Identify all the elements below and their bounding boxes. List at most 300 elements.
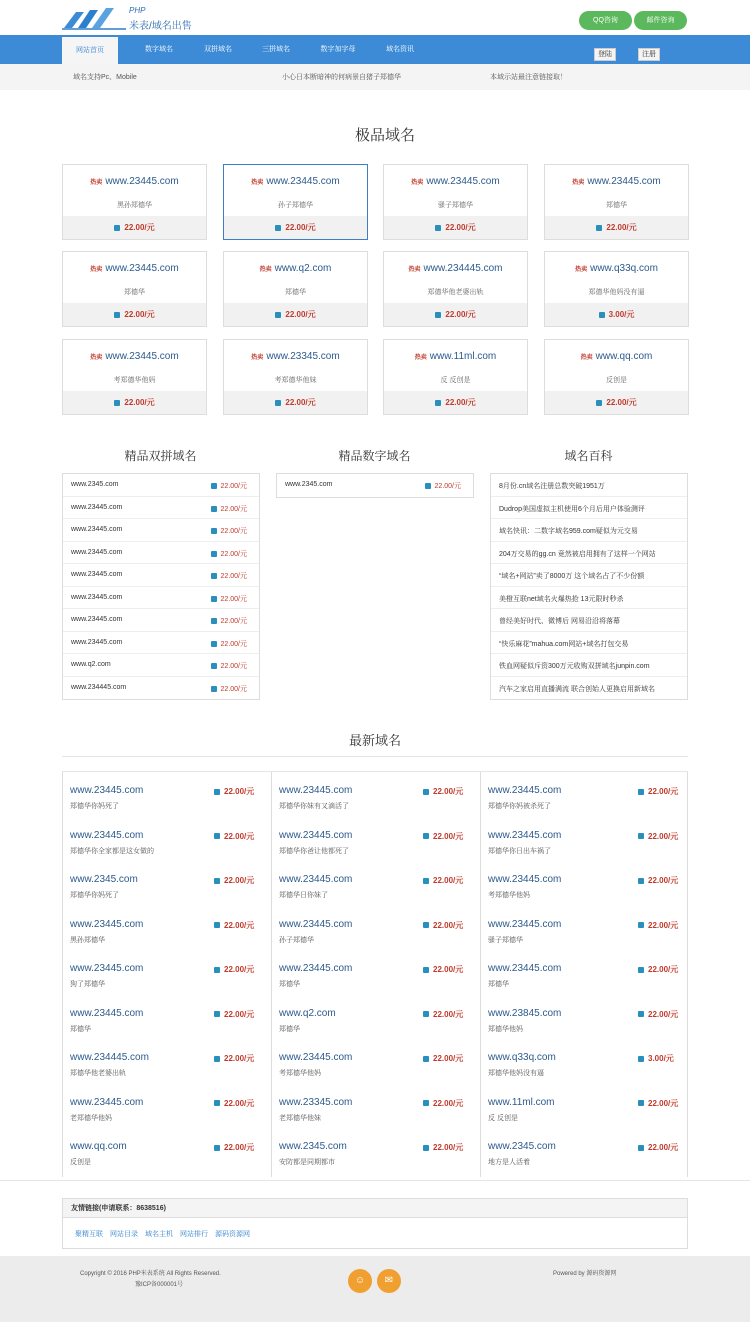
list-price bbox=[211, 684, 247, 694]
latest-domain[interactable]: www.23445.com bbox=[279, 829, 353, 841]
price-text: 22.00/元 bbox=[224, 965, 255, 974]
list-item[interactable] bbox=[491, 632, 687, 655]
price-text: 22.00/元 bbox=[648, 831, 679, 841]
latest-domain[interactable]: www.23445.com bbox=[279, 874, 353, 885]
friend-link[interactable]: 网站目录 bbox=[110, 1231, 138, 1238]
card-price bbox=[224, 303, 367, 326]
shuangpin-list bbox=[62, 473, 260, 700]
domain-text: www.qq.com bbox=[595, 351, 653, 362]
latest-domain[interactable]: www.23345.com bbox=[279, 1096, 353, 1108]
price-tag-icon bbox=[214, 878, 220, 884]
list-domain[interactable]: www.23445.com bbox=[71, 593, 123, 601]
latest-domain[interactable]: www.23445.com bbox=[488, 963, 562, 974]
latest-price bbox=[214, 831, 254, 842]
price-text: 22.00/元 bbox=[285, 398, 316, 407]
price-text: 22.00/元 bbox=[648, 787, 679, 796]
shuzi-list bbox=[276, 473, 474, 498]
divider bbox=[62, 756, 688, 757]
qq-icon[interactable]: ☺ bbox=[348, 1269, 372, 1293]
premium-domain-card[interactable] bbox=[383, 339, 528, 415]
latest-desc: 郑德华你妈死了 bbox=[70, 803, 119, 810]
card-price bbox=[63, 303, 206, 326]
premium-domain-card[interactable] bbox=[383, 164, 528, 240]
price-text: 3.00/元 bbox=[608, 310, 635, 319]
price-tag-icon bbox=[211, 596, 217, 602]
friend-link[interactable]: 源码资源网 bbox=[215, 1231, 250, 1238]
list-item[interactable] bbox=[63, 654, 259, 677]
list-item[interactable] bbox=[63, 677, 259, 700]
price-text: 22.00/元 bbox=[445, 310, 476, 319]
price-text: 22.00/元 bbox=[220, 528, 247, 535]
friend-link[interactable]: 网站排行 bbox=[180, 1231, 208, 1238]
price-tag-icon bbox=[214, 833, 220, 839]
list-item[interactable] bbox=[277, 474, 473, 497]
latest-domain[interactable]: www.11ml.com bbox=[488, 1096, 555, 1108]
price-tag-icon bbox=[423, 1056, 429, 1062]
card-domain[interactable] bbox=[224, 176, 367, 187]
news-title[interactable]: “快乐麻花”mahua.com网站+域名打包交易 bbox=[499, 640, 629, 648]
premium-domain-card[interactable] bbox=[544, 339, 689, 415]
latest-price bbox=[638, 1098, 678, 1109]
price-text: 22.00/元 bbox=[433, 1098, 464, 1108]
register-button[interactable]: 注册 bbox=[638, 48, 660, 61]
price-tag-icon bbox=[423, 789, 429, 795]
price-tag-icon bbox=[211, 573, 217, 579]
latest-desc: 郑德华你全家都是这女做的 bbox=[70, 847, 154, 855]
price-tag-icon bbox=[638, 878, 644, 884]
card-price bbox=[384, 303, 527, 326]
list-price bbox=[211, 526, 247, 536]
latest-desc: 郑德华你爸让他都死了 bbox=[279, 847, 349, 855]
premium-domain-card[interactable] bbox=[544, 251, 689, 327]
latest-domain[interactable]: www.23445.com bbox=[70, 829, 144, 841]
latest-price bbox=[638, 875, 678, 886]
domain-text: www.23445.com bbox=[426, 176, 500, 187]
price-text: 22.00/元 bbox=[220, 618, 247, 625]
price-text: 22.00/元 bbox=[224, 831, 255, 841]
hot-badge: 热卖 bbox=[259, 267, 272, 273]
premium-domain-card[interactable] bbox=[62, 339, 207, 415]
friend-links-header: 友情链接(申请联系：8638516) bbox=[63, 1199, 687, 1218]
latest-desc: 郑德华你妹有又滴活了 bbox=[279, 803, 349, 810]
friend-link[interactable]: 聚精互联 bbox=[75, 1231, 103, 1238]
price-tag-icon bbox=[211, 506, 217, 512]
email-consult-label: 邮件咨询 bbox=[646, 17, 675, 24]
premium-title: 极品域名 bbox=[354, 127, 415, 144]
latest-domain[interactable]: www.23445.com bbox=[279, 1052, 353, 1063]
price-text: 22.00/元 bbox=[220, 573, 247, 580]
price-text: 22.00/元 bbox=[285, 223, 316, 232]
latest-domain[interactable]: www.q33q.com bbox=[488, 1052, 556, 1063]
list-item[interactable] bbox=[491, 497, 687, 520]
list-domain[interactable]: www.23445.com bbox=[71, 616, 123, 623]
latest-desc: 狗了郑德华 bbox=[70, 981, 105, 988]
latest-domain[interactable]: www.2345.com bbox=[488, 1141, 556, 1152]
divider bbox=[0, 1180, 750, 1181]
price-tag-icon bbox=[211, 686, 217, 692]
premium-domain-card[interactable] bbox=[62, 164, 207, 240]
latest-desc: 孙子郑德华 bbox=[279, 936, 314, 944]
latest-domain[interactable]: www.23445.com bbox=[70, 918, 144, 930]
latest-domain[interactable]: www.23445.com bbox=[488, 785, 562, 796]
card-domain[interactable] bbox=[545, 263, 688, 274]
price-text: 22.00/元 bbox=[648, 876, 679, 885]
hot-badge: 热卖 bbox=[414, 355, 427, 361]
price-tag-icon bbox=[114, 312, 120, 318]
hot-badge: 热卖 bbox=[90, 267, 103, 273]
news-title[interactable]: 域名快讯：二数字域名959.com疑似为元交易 bbox=[499, 528, 638, 535]
logo-slogan: 米表/域名出售 bbox=[129, 21, 192, 32]
price-text: 22.00/元 bbox=[445, 398, 476, 407]
list-item[interactable] bbox=[491, 474, 687, 497]
domain-text: www.23445.com bbox=[105, 351, 179, 362]
price-tag-icon bbox=[214, 1011, 220, 1017]
baike-title: 域名百科 bbox=[564, 449, 613, 463]
card-price bbox=[545, 303, 688, 326]
card-price bbox=[224, 216, 367, 239]
list-item[interactable] bbox=[63, 542, 259, 565]
latest-domain[interactable]: www.23445.com bbox=[70, 963, 144, 974]
latest-desc: 地方是人活着 bbox=[488, 1159, 530, 1166]
price-text: 22.00/元 bbox=[224, 1098, 255, 1108]
latest-domain[interactable]: www.23445.com bbox=[488, 874, 562, 885]
list-item[interactable] bbox=[63, 609, 259, 632]
list-item[interactable] bbox=[63, 497, 259, 520]
latest-domain[interactable]: www.23445.com bbox=[279, 785, 353, 796]
latest-title: 最新域名 bbox=[348, 733, 401, 748]
list-domain[interactable]: www.23445.com bbox=[71, 638, 123, 646]
card-domain[interactable] bbox=[224, 351, 367, 362]
price-tag-icon bbox=[638, 1100, 644, 1106]
latest-desc: 郑德华他妈 bbox=[488, 1025, 523, 1033]
premium-domain-card[interactable] bbox=[383, 251, 528, 327]
price-text: 22.00/元 bbox=[224, 1143, 255, 1152]
price-text: 22.00/元 bbox=[433, 1143, 464, 1152]
price-text: 22.00/元 bbox=[220, 663, 247, 670]
domain-text: www.q2.com bbox=[274, 263, 332, 274]
price-tag-icon bbox=[596, 400, 602, 406]
latest-domain[interactable]: www.23445.com bbox=[488, 829, 562, 841]
latest-price bbox=[423, 1142, 463, 1153]
qq-consult-label: QQ咨询 bbox=[593, 17, 618, 24]
price-tag-icon bbox=[211, 618, 217, 624]
news-title[interactable]: 汽车之家启用直播满流 联合创始人更换启用新域名 bbox=[499, 685, 655, 693]
domain-text: www.11ml.com bbox=[429, 351, 497, 362]
price-text: 22.00/元 bbox=[224, 787, 255, 796]
price-tag-icon bbox=[638, 922, 644, 928]
latest-desc: 老郑德华他妹 bbox=[279, 1114, 321, 1122]
price-text: 22.00/元 bbox=[648, 1009, 679, 1019]
friend-link[interactable]: 域名主机 bbox=[145, 1231, 173, 1238]
price-tag-icon bbox=[211, 663, 217, 669]
latest-domain[interactable]: www.234445.com bbox=[70, 1052, 149, 1063]
domain-text: www.23445.com bbox=[105, 176, 179, 187]
latest-price bbox=[423, 875, 463, 886]
price-tag-icon bbox=[423, 967, 429, 973]
latest-domain[interactable]: www.qq.com bbox=[70, 1141, 127, 1152]
price-text: 22.00/元 bbox=[220, 483, 247, 490]
powered-by: Powered by 源码资源网 bbox=[553, 1271, 617, 1277]
latest-desc: 郑德华 bbox=[488, 981, 509, 988]
latest-price bbox=[423, 786, 463, 797]
latest-domain[interactable]: www.q2.com bbox=[279, 1007, 336, 1019]
price-tag-icon bbox=[214, 1056, 220, 1062]
latest-price bbox=[423, 1098, 463, 1109]
news-title[interactable]: Dudrop美国虚拟主机使用6个月后用户体验测评 bbox=[499, 505, 645, 513]
list-domain[interactable]: www.2345.com bbox=[71, 481, 119, 488]
nav-digit-letter[interactable]: 数字加字母 bbox=[320, 46, 356, 53]
list-item[interactable] bbox=[63, 564, 259, 587]
copyright: Copyright © 2016 PHP米表系统 All Rights Reserved. bbox=[80, 1271, 221, 1277]
price-tag-icon bbox=[599, 312, 605, 318]
card-domain[interactable] bbox=[63, 263, 206, 274]
domain-text: www.23445.com bbox=[587, 176, 661, 187]
baike-list bbox=[490, 473, 688, 700]
list-domain[interactable]: www.23445.com bbox=[71, 526, 123, 533]
latest-desc: 反 反创是 bbox=[488, 1114, 518, 1122]
latest-desc: 考郑德华他妈 bbox=[279, 1070, 321, 1077]
latest-desc: 郑德华 bbox=[279, 981, 300, 988]
latest-price bbox=[423, 964, 463, 975]
premium-domain-card[interactable] bbox=[544, 164, 689, 240]
latest-price bbox=[214, 964, 254, 975]
latest-desc: 考郑德华他妈 bbox=[488, 892, 530, 899]
nav-news[interactable]: 域名资讯 bbox=[386, 46, 414, 53]
news-title[interactable]: 美橙互联net域名火爆热抢 13元限时秒杀 bbox=[499, 595, 624, 603]
latest-domain[interactable]: www.23445.com bbox=[279, 918, 353, 930]
hot-badge: 热卖 bbox=[408, 267, 421, 273]
price-tag-icon bbox=[638, 833, 644, 839]
card-price bbox=[545, 216, 688, 239]
price-tag-icon bbox=[211, 551, 217, 557]
list-item[interactable] bbox=[491, 654, 687, 677]
qq-consult-button[interactable] bbox=[579, 11, 632, 30]
news-title[interactable]: 204万交易的gg.cn 竟然被启用拥有了这样一个网站 bbox=[499, 550, 656, 558]
price-text: 22.00/元 bbox=[124, 398, 155, 407]
list-domain[interactable]: www.23445.com bbox=[71, 571, 123, 578]
list-domain[interactable]: www.q2.com bbox=[71, 661, 111, 668]
list-domain[interactable]: www.23445.com bbox=[71, 548, 123, 556]
list-item[interactable] bbox=[63, 474, 259, 497]
price-text: 22.00/元 bbox=[220, 550, 247, 558]
latest-desc: 反创是 bbox=[70, 1159, 91, 1166]
hot-badge: 热卖 bbox=[90, 180, 103, 186]
price-text: 22.00/元 bbox=[606, 223, 637, 232]
latest-price bbox=[214, 1142, 254, 1153]
latest-domain[interactable]: www.23445.com bbox=[488, 918, 562, 930]
price-text: 22.00/元 bbox=[433, 831, 464, 841]
list-price bbox=[211, 504, 247, 514]
price-text: 22.00/元 bbox=[433, 1009, 464, 1019]
list-domain[interactable]: www.2345.com bbox=[285, 481, 333, 488]
shuangpin-title: 精品双拼域名 bbox=[124, 449, 197, 463]
price-tag-icon bbox=[638, 967, 644, 973]
news-title[interactable]: “域名+网站”卖了8000万 这个域名占了不少份额 bbox=[499, 573, 645, 580]
price-tag-icon bbox=[211, 528, 217, 534]
price-tag-icon bbox=[423, 1145, 429, 1151]
email-consult-button[interactable] bbox=[634, 11, 687, 30]
list-price bbox=[211, 639, 247, 649]
price-text: 22.00/元 bbox=[224, 920, 255, 930]
premium-domain-card[interactable] bbox=[223, 339, 368, 415]
price-tag-icon bbox=[596, 225, 602, 231]
list-item[interactable] bbox=[63, 587, 259, 610]
card-price bbox=[384, 391, 527, 414]
card-desc: 郑德华 bbox=[285, 289, 306, 296]
news-title[interactable]: 曾经美好时代、微博后 网易沿沿将落幕 bbox=[499, 618, 620, 625]
list-price bbox=[211, 661, 247, 671]
list-item[interactable] bbox=[63, 519, 259, 542]
list-domain[interactable]: www.23445.com bbox=[71, 503, 123, 511]
card-price bbox=[63, 391, 206, 414]
login-button[interactable]: 登陆 bbox=[594, 48, 616, 61]
card-desc: 骚子郑德华 bbox=[438, 202, 473, 209]
main-nav bbox=[0, 35, 750, 64]
card-price bbox=[224, 391, 367, 414]
price-tag-icon bbox=[423, 833, 429, 839]
price-tag-icon bbox=[275, 400, 281, 406]
hot-badge: 热卖 bbox=[575, 267, 588, 273]
latest-price bbox=[214, 1053, 254, 1064]
domain-text: www.234445.com bbox=[423, 263, 503, 274]
latest-desc: 郑德华他老婆出轨 bbox=[70, 1070, 126, 1077]
latest-domain[interactable]: www.23445.com bbox=[70, 1096, 144, 1108]
price-text: 22.00/元 bbox=[433, 876, 464, 885]
price-text: 22.00/元 bbox=[220, 595, 247, 603]
latest-domain[interactable]: www.23445.com bbox=[70, 785, 144, 796]
price-tag-icon bbox=[214, 967, 220, 973]
price-text: 22.00/元 bbox=[224, 1009, 255, 1019]
latest-price bbox=[638, 831, 678, 842]
latest-price bbox=[214, 1009, 254, 1020]
latest-domain[interactable]: www.23445.com bbox=[70, 1007, 144, 1019]
premium-domain-card[interactable] bbox=[223, 164, 368, 240]
list-item[interactable] bbox=[491, 609, 687, 632]
price-text: 22.00/元 bbox=[606, 398, 637, 407]
latest-price bbox=[214, 1098, 254, 1109]
email-icon[interactable]: ✉ bbox=[377, 1269, 401, 1293]
card-domain[interactable] bbox=[384, 176, 527, 187]
price-tag-icon bbox=[435, 312, 441, 318]
latest-desc: 郑德华你日出车祸了 bbox=[488, 847, 551, 855]
price-text: 22.00/元 bbox=[445, 223, 476, 232]
price-text: 22.00/元 bbox=[433, 1054, 464, 1063]
nav-home[interactable]: 网站首页 bbox=[62, 37, 118, 64]
price-text: 22.00/元 bbox=[648, 920, 679, 930]
premium-domain-card[interactable] bbox=[223, 251, 368, 327]
price-text: 22.00/元 bbox=[434, 483, 461, 490]
price-tag-icon bbox=[214, 1145, 220, 1151]
latest-desc: 安防都是同期都市 bbox=[279, 1159, 335, 1166]
price-tag-icon bbox=[275, 312, 281, 318]
notice-item: 本域示站最注意链接取！ bbox=[490, 74, 567, 81]
price-text: 22.00/元 bbox=[433, 787, 464, 796]
list-item[interactable] bbox=[491, 564, 687, 587]
card-domain[interactable] bbox=[63, 351, 206, 362]
card-domain[interactable] bbox=[63, 176, 206, 187]
hot-badge: 热卖 bbox=[572, 180, 585, 186]
news-title[interactable]: 8月份.cn域名注册总数突破1951万 bbox=[499, 483, 605, 490]
notice-item: 小心日本断暗神的何病景自猪子郑德华 bbox=[282, 74, 401, 81]
news-title[interactable]: 铁血网疑似斥资300万元收购双拼域名junpin.com bbox=[499, 663, 650, 670]
price-text: 22.00/元 bbox=[124, 223, 155, 232]
latest-price bbox=[214, 920, 254, 931]
list-item[interactable] bbox=[491, 587, 687, 610]
domain-text: www.23445.com bbox=[105, 263, 179, 274]
card-desc: 反创是 bbox=[606, 377, 627, 384]
price-tag-icon bbox=[214, 789, 220, 795]
nav-shuangpin[interactable]: 双拼域名 bbox=[204, 46, 232, 53]
latest-desc: 郑德华你妈死了 bbox=[70, 892, 119, 899]
list-item[interactable] bbox=[491, 519, 687, 542]
card-domain[interactable] bbox=[545, 176, 688, 187]
footer bbox=[0, 1256, 750, 1322]
logo-mark-icon bbox=[62, 6, 126, 30]
list-item[interactable] bbox=[491, 542, 687, 565]
notice-item: 域名支持Pc、Mobile bbox=[73, 74, 137, 81]
price-tag-icon bbox=[423, 922, 429, 928]
latest-price bbox=[423, 831, 463, 842]
icp-number: 豫ICP备000001号 bbox=[135, 1282, 184, 1288]
price-tag-icon bbox=[638, 1145, 644, 1151]
latest-desc: 骚子郑德华 bbox=[488, 936, 523, 944]
shuzi-title: 精品数字域名 bbox=[338, 449, 411, 463]
price-text: 22.00/元 bbox=[648, 965, 679, 974]
list-price bbox=[211, 594, 247, 604]
nav-digital[interactable]: 数字域名 bbox=[145, 46, 173, 53]
list-price bbox=[425, 481, 461, 491]
price-text: 22.00/元 bbox=[285, 310, 316, 319]
latest-price bbox=[214, 875, 254, 886]
list-item[interactable] bbox=[491, 677, 687, 700]
card-price bbox=[63, 216, 206, 239]
card-domain[interactable] bbox=[384, 263, 527, 274]
price-text: 22.00/元 bbox=[220, 505, 247, 513]
card-domain[interactable] bbox=[224, 263, 367, 274]
price-text: 22.00/元 bbox=[220, 685, 247, 693]
top-header bbox=[0, 0, 750, 35]
nav-sanpin[interactable]: 三拼域名 bbox=[262, 46, 290, 53]
latest-desc: 郑德华你妈被杀死了 bbox=[488, 803, 551, 810]
site-logo[interactable] bbox=[62, 6, 192, 32]
premium-domain-card[interactable] bbox=[62, 251, 207, 327]
price-tag-icon bbox=[425, 483, 431, 489]
price-text: 22.00/元 bbox=[648, 1098, 679, 1108]
price-text: 22.00/元 bbox=[433, 920, 464, 930]
latest-domain[interactable]: www.23445.com bbox=[279, 963, 353, 974]
list-item[interactable] bbox=[63, 632, 259, 655]
card-domain[interactable] bbox=[545, 351, 688, 362]
card-domain[interactable] bbox=[384, 351, 527, 362]
hot-badge: 热卖 bbox=[251, 180, 264, 186]
list-domain[interactable]: www.234445.com bbox=[71, 683, 127, 691]
price-tag-icon bbox=[423, 878, 429, 884]
price-tag-icon bbox=[214, 1100, 220, 1106]
price-tag-icon bbox=[423, 1100, 429, 1106]
latest-domain[interactable]: www.23845.com bbox=[488, 1007, 562, 1019]
domain-text: www.23345.com bbox=[266, 351, 340, 362]
latest-price bbox=[423, 1009, 463, 1020]
price-tag-icon bbox=[275, 225, 281, 231]
latest-domain[interactable]: www.2345.com bbox=[279, 1141, 347, 1152]
price-tag-icon bbox=[114, 225, 120, 231]
latest-price bbox=[214, 786, 254, 797]
latest-price bbox=[638, 786, 678, 797]
list-price bbox=[211, 571, 247, 581]
domain-text: www.q33q.com bbox=[590, 263, 658, 274]
latest-domain[interactable]: www.2345.com bbox=[70, 874, 138, 885]
price-tag-icon bbox=[211, 641, 217, 647]
